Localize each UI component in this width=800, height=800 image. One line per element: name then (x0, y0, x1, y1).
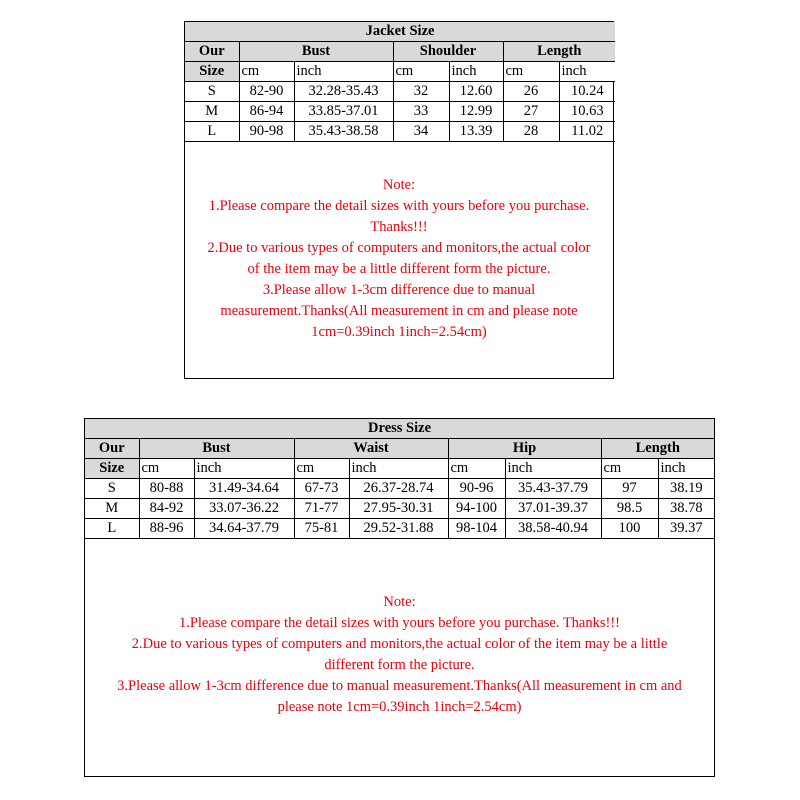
table-row (185, 102, 615, 122)
size-label: S (185, 82, 239, 102)
unit-label: inch (505, 459, 601, 479)
hip-header: Hip (448, 439, 601, 459)
size-label: L (85, 519, 139, 539)
table-cell: 27 (503, 102, 559, 122)
bust-header: Bust (239, 42, 393, 62)
note-line: 2.Due to various types of computers and monitors,the actual color (207, 240, 591, 256)
note-line: Note: (383, 594, 416, 610)
table-cell: 38.58-40.94 (505, 519, 601, 539)
note-line: measurement.Thanks(All measurement in cm and please note (220, 303, 578, 319)
unit-label: inch (658, 459, 714, 479)
table-cell: 100 (601, 519, 658, 539)
table-cell: 11.02 (559, 122, 615, 142)
table-cell: 10.63 (559, 102, 615, 122)
table-cell: 33.07-36.22 (194, 499, 294, 519)
table-cell: 12.99 (449, 102, 503, 122)
note-line: 2.Due to various types of computers and monitors,the actual color of the item may be a little (131, 636, 668, 652)
table-cell: 12.60 (449, 82, 503, 102)
size-label: L (185, 122, 239, 142)
note-line: different form the picture. (324, 657, 475, 673)
table-cell: 33.85-37.01 (294, 102, 393, 122)
table-cell: 86-94 (239, 102, 294, 122)
note-line: please note 1cm=0.39inch 1inch=2.54cm) (277, 699, 522, 715)
table-cell: 67-73 (294, 479, 349, 499)
table-cell: 97 (601, 479, 658, 499)
shoulder-header: Shoulder (393, 42, 503, 62)
unit-label: inch (294, 62, 393, 82)
unit-label: inch (349, 459, 448, 479)
table-cell: 38.78 (658, 499, 714, 519)
table-cell: 32 (393, 82, 449, 102)
unit-label: cm (139, 459, 194, 479)
table-cell: 26 (503, 82, 559, 102)
unit-label: cm (239, 62, 294, 82)
dress-size-table (85, 419, 714, 539)
dress-size-chart (84, 418, 715, 777)
table-cell: 94-100 (448, 499, 505, 519)
table-cell: 90-96 (448, 479, 505, 499)
note-line: 3.Please allow 1-3cm difference due to manual measurement.Thanks(All measurement in cm and (117, 678, 682, 694)
table-cell: 37.01-39.37 (505, 499, 601, 519)
bust-header: Bust (139, 439, 294, 459)
unit-label: inch (559, 62, 615, 82)
dress-table-title: Dress Size (85, 419, 714, 439)
table-cell: 98.5 (601, 499, 658, 519)
note-line: 1cm=0.39inch 1inch=2.54cm) (311, 324, 487, 340)
table-cell: 27.95-30.31 (349, 499, 448, 519)
table-cell: 10.24 (559, 82, 615, 102)
size-label: M (85, 499, 139, 519)
note-line: Note: (382, 177, 416, 193)
table-cell: 13.39 (449, 122, 503, 142)
note-line: 1.Please compare the detail sizes with yours before you purchase. Thanks!!! (178, 615, 621, 631)
table-cell: 75-81 (294, 519, 349, 539)
unit-label: inch (449, 62, 503, 82)
dress-note (85, 592, 714, 718)
unit-label: cm (601, 459, 658, 479)
size-label: S (85, 479, 139, 499)
table-cell: 84-92 (139, 499, 194, 519)
table-cell: 26.37-28.74 (349, 479, 448, 499)
table-cell: 32.28-35.43 (294, 82, 393, 102)
table-row (85, 519, 714, 539)
table-cell: 28 (503, 122, 559, 142)
table-row (185, 122, 615, 142)
our-size-header-line2: Size (185, 62, 239, 82)
our-size-header-line2: Size (85, 459, 139, 479)
table-cell: 31.49-34.64 (194, 479, 294, 499)
table-cell: 71-77 (294, 499, 349, 519)
table-cell: 80-88 (139, 479, 194, 499)
table-row (85, 479, 714, 499)
unit-label: cm (503, 62, 559, 82)
length-header: Length (601, 439, 714, 459)
table-cell: 29.52-31.88 (349, 519, 448, 539)
unit-label: cm (448, 459, 505, 479)
length-header: Length (503, 42, 615, 62)
unit-label: inch (194, 459, 294, 479)
table-cell: 35.43-37.79 (505, 479, 601, 499)
jacket-size-chart (184, 21, 614, 379)
table-row (185, 82, 615, 102)
table-cell: 88-96 (139, 519, 194, 539)
table-cell: 39.37 (658, 519, 714, 539)
size-label: M (185, 102, 239, 122)
note-line: Thanks!!! (370, 219, 428, 235)
note-line: 1.Please compare the detail sizes with yours before you purchase. (208, 198, 590, 214)
table-cell: 98-104 (448, 519, 505, 539)
jacket-note (185, 175, 613, 343)
jacket-table-title: Jacket Size (185, 22, 615, 42)
table-cell: 34.64-37.79 (194, 519, 294, 539)
table-cell: 82-90 (239, 82, 294, 102)
note-line: 3.Please allow 1-3cm difference due to manual (262, 282, 536, 298)
our-size-header: Our (85, 439, 139, 459)
our-size-header: Our (185, 42, 239, 62)
table-cell: 38.19 (658, 479, 714, 499)
table-cell: 90-98 (239, 122, 294, 142)
table-row (85, 499, 714, 519)
jacket-size-table (185, 22, 615, 142)
table-cell: 35.43-38.58 (294, 122, 393, 142)
unit-label: cm (294, 459, 349, 479)
note-line: of the item may be a little different form the picture. (247, 261, 551, 277)
table-cell: 33 (393, 102, 449, 122)
waist-header: Waist (294, 439, 448, 459)
table-cell: 34 (393, 122, 449, 142)
unit-label: cm (393, 62, 449, 82)
